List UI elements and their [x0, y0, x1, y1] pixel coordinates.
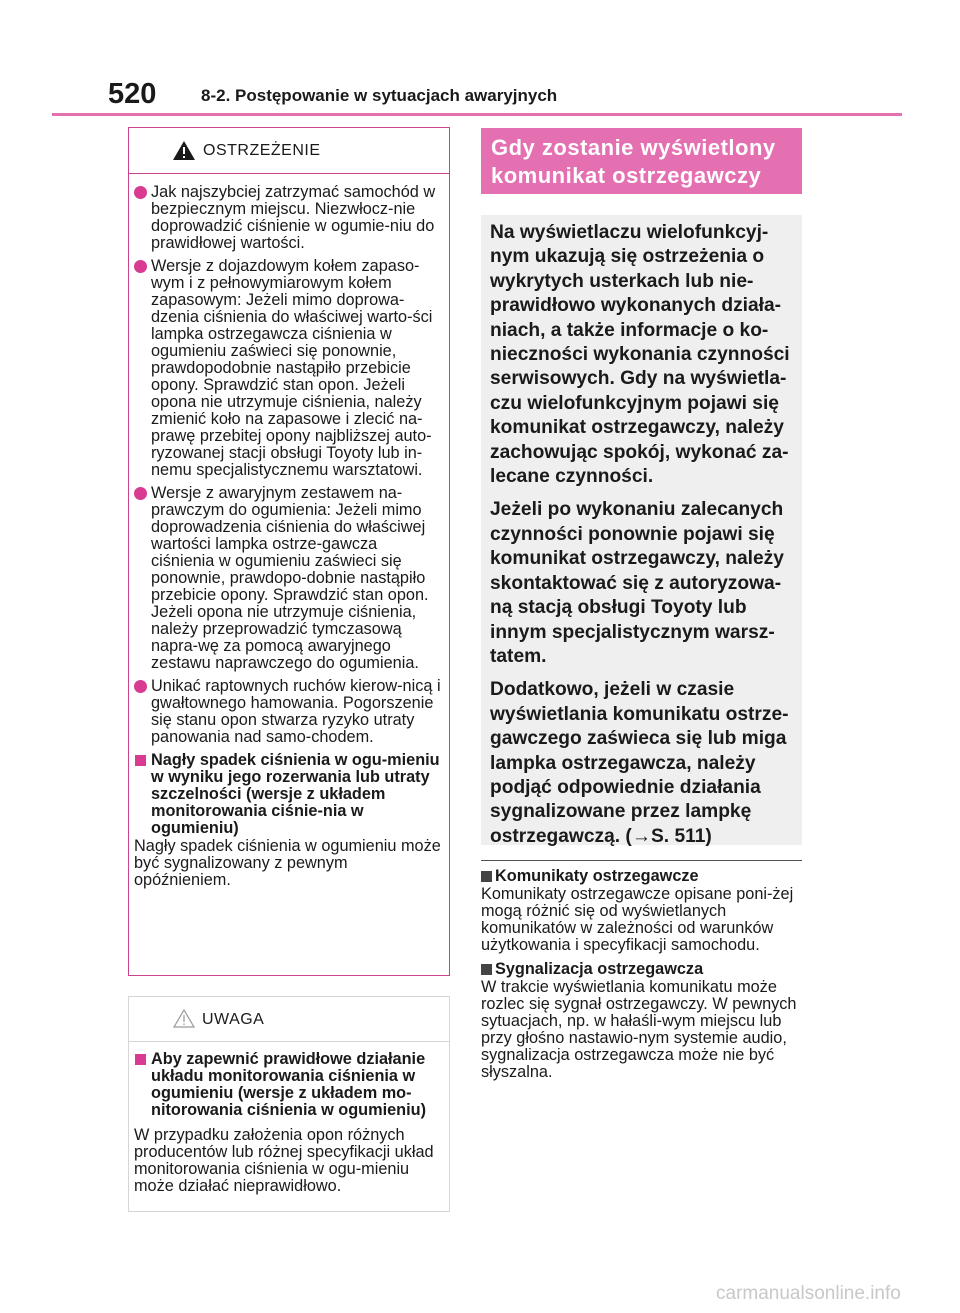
- notice-subheading-text: Aby zapewnić prawidłowe działanie układu monitorowania ciśnienia w ogumieniu (wersje z układem mo-nitorowania ciśnienia w ogumieniu): [151, 1050, 427, 1119]
- info-heading-text: Sygnalizacja ostrzegawcza: [495, 960, 704, 978]
- warning-bullet-text: Unikać raptownych ruchów kierow-nicą i gwałtownego hamowania. Pogorszenie się stanu opon stwarza ryzyko utraty panowania nad samo-chodem.: [151, 677, 441, 746]
- section-divider: [481, 860, 802, 861]
- header-divider: [52, 113, 902, 116]
- page-number: 520: [108, 78, 157, 110]
- notice-subheading: [134, 1051, 443, 1119]
- warning-subheading: [134, 752, 443, 837]
- watermark: carmanualsonline.info: [716, 1283, 901, 1304]
- summary-paragraph: Dodatkowo, jeżeli w czasie wyświetlania komunikatu ostrze-gawczego zaświeca się lub miga lampka ostrzegawcza, należy podjąć odpowiednie działania sygnalizowane przez lampkę ostrzegawczą. (→S. 511): [490, 679, 789, 847]
- summary-box: [481, 215, 802, 845]
- warning-header: [129, 128, 449, 174]
- section-banner: Gdy zostanie wyświetlony komunikat ostrzegawczy: [481, 128, 802, 194]
- info-paragraph: Komunikaty ostrzegawcze opisane poni-żej mogą różnić się od wyświetlanych komunikatów w zależności od warunków użytkowania i specyfikacji samochodu.: [481, 885, 794, 954]
- info-heading: [481, 961, 802, 978]
- section-title: 8-2. Postępowanie w sytuacjach awaryjnych: [201, 86, 558, 105]
- warning-bullet-text: Wersje z awaryjnym zestawem na-prawczym do ogumienia: Jeżeli mimo doprowadzenia ciśnienia do właściwej wartości lampka ostrze-gawcza ciśnienia w ogumieniu zaświeci się ponownie, prawdopo-dobnie nastąpiło przebicie opony. Sprawdzić stan opon. Jeżeli opona nie utrzymuje ciśnienia, należy przeprowadzić tymczasową napra-wę za pomocą awaryjnego zestawu naprawczego do ogumienia.: [151, 484, 429, 672]
- warning-bullet: [134, 184, 443, 252]
- summary-paragraph: Na wyświetlaczu wielofunkcyj-nym ukazują się ostrzeżenia o wykrytych usterkach lub nie-prawidłowo wykonanych działa-niach, a także informacje o ko-nieczności wykonania czynności serwisowych. Gdy na wyświetla-czu wielofunkcyjnym pojawi się komunikat ostrzegawczy, należy zachowując spokój, wykonać za-lecane czynności.: [490, 222, 790, 488]
- caution-triangle-icon: [173, 1009, 195, 1028]
- notice-title: UWAGA: [202, 1011, 265, 1028]
- summary-paragraph: Jeżeli po wykonaniu zalecanych czynności ponownie pojawi się komunikat ostrzegawczy, należy skontaktować się z autoryzowa-ną stacją obsługi Toyoty lub innym specjalistycznym warsz-tatem.: [490, 499, 784, 667]
- warning-bullet: [134, 258, 443, 479]
- warning-subheading-text: Nagły spadek ciśnienia w ogu-mieniu w wyniku jego rozerwania lub utraty szczelności (wersje z układem monitorowania ciśnie-nia w ogumieniu): [151, 751, 440, 837]
- square-bullet-icon: [135, 1054, 146, 1065]
- warning-bullet-text: Wersje z dojazdowym kołem zapaso-wym i z pełnowymiarowym kołem zapasowym: Jeżeli mimo doprowa-dzenia ciśnienia do właściwej warto-ści lampka ostrzegawcza ciśnienia w ogumieniu zaświeci się ponownie, prawdopodobnie nastąpiło przebicie opony. Sprawdzić stan opon. Jeżeli opona nie utrzymuje ciśnienia, należy zmienić koło na zapasowe i zlecić na-prawę przebitej opony najbliższej auto-ryzowanej stacji obsługi Toyoty lub in-nemu specjalistycznemu warsztatowi.: [151, 257, 433, 479]
- page-header: [108, 78, 908, 114]
- info-heading: [481, 868, 802, 885]
- warning-bullet: [134, 485, 443, 672]
- info-heading-text: Komunikaty ostrzegawcze: [495, 867, 699, 885]
- warning-body: Nagły spadek ciśnienia w ogumieniu może być sygnalizowany z pewnym opóźnieniem.: [134, 837, 441, 889]
- warning-bullet-text: Jak najszybciej zatrzymać samochód w bezpiecznym miejscu. Niezwłocz-nie doprowadzić ciśnienie w ogumie-niu do prawidłowej wartości.: [151, 183, 436, 252]
- bullet-dot-icon: [134, 186, 147, 199]
- warning-bullet: [134, 678, 443, 746]
- square-bullet-icon: [481, 871, 492, 882]
- notice-box: [128, 996, 450, 1212]
- warning-title: OSTRZEŻENIE: [203, 142, 321, 159]
- bullet-dot-icon: [134, 487, 147, 500]
- info-paragraph: W trakcie wyświetlania komunikatu może rozlec się sygnał ostrzegawczy. W pewnych sytuacjach, np. w hałaśli-wym miejscu lub przy głośno nastawio-nym systemie audio, sygnalizacja ostrzegawcza może nie być słyszalna.: [481, 978, 797, 1081]
- square-bullet-icon: [135, 755, 146, 766]
- square-bullet-icon: [481, 964, 492, 975]
- warning-triangle-icon: [173, 141, 195, 160]
- notice-body: W przypadku założenia opon różnych producentów lub różnej specyfikacji układ monitorowania ciśnienia w ogu-mieniu może działać nieprawidłowo.: [134, 1126, 434, 1195]
- warning-box: [128, 127, 450, 976]
- notice-header: [129, 997, 449, 1042]
- info-sections: [481, 868, 802, 1088]
- bullet-dot-icon: [134, 680, 147, 693]
- bullet-dot-icon: [134, 260, 147, 273]
